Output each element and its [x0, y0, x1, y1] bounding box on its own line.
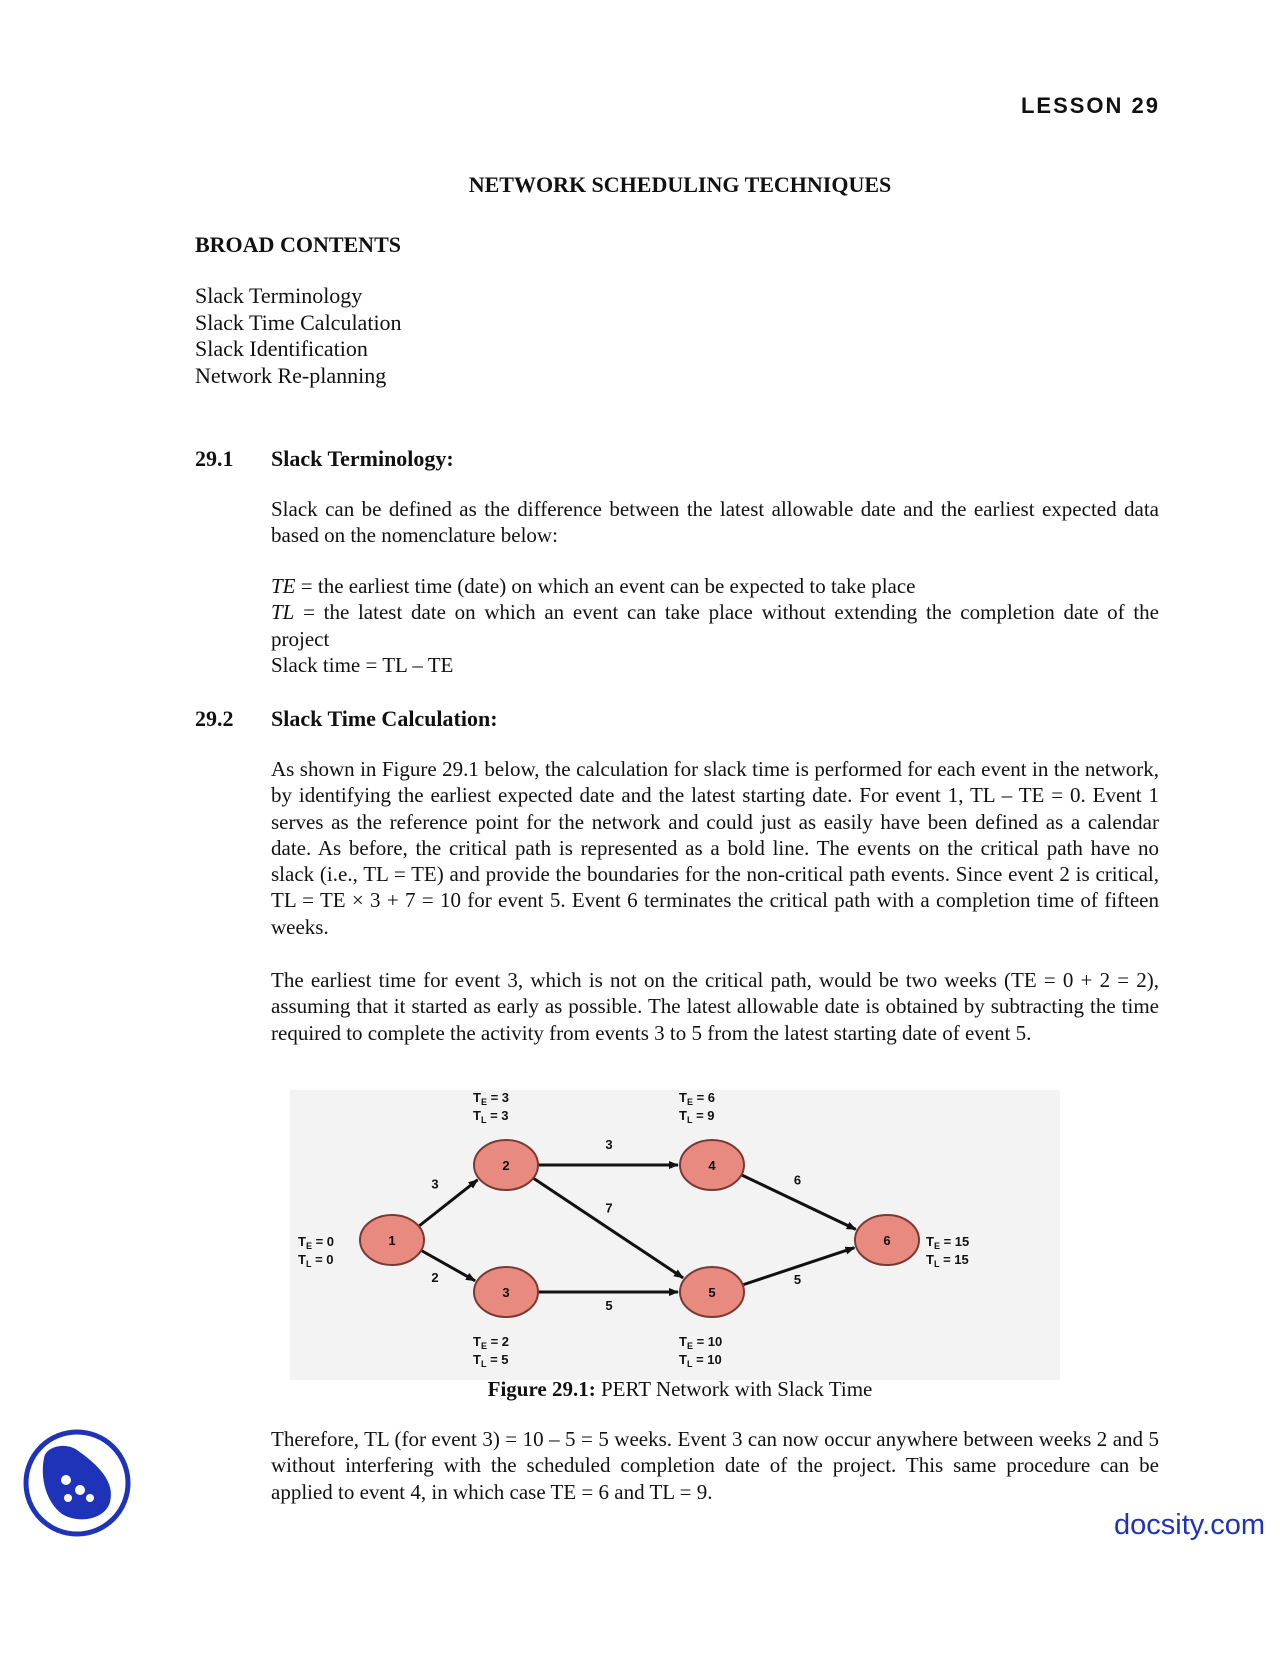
slack-formula: Slack time = TL – TE [271, 652, 454, 677]
toc-item: Slack Time Calculation [195, 309, 402, 335]
conclusion-paragraph [271, 1426, 1159, 1505]
toc-item: Network Re-planning [195, 362, 387, 388]
event-time-label: $T_L = 10$ [679, 1352, 722, 1369]
paragraph-text: Therefore, TL (for event 3) = 10 – 5 = 5 weeks. Event 3 can now occur anywhere between weeks 2 and 5 without interfering with the scheduled completion date of the project. This same procedure can be applied to event 4, in which case TE = 6 and TL = 9. [271, 1427, 1159, 1504]
event-time-label: $T_E = 10$ [679, 1334, 723, 1351]
calculation-paragraph [271, 756, 1159, 940]
slack-intro-paragraph [271, 496, 1159, 549]
event3-paragraph [271, 967, 1159, 1046]
te-definition [271, 573, 1159, 599]
caption-text: PERT Network with Slack Time [600, 1377, 873, 1401]
docsity-logo-icon [22, 1428, 132, 1538]
broad-contents-heading: BROAD CONTENTS [195, 232, 401, 257]
edge-weight-label: 6 [793, 1172, 802, 1188]
section-number: 29.2 [195, 706, 234, 731]
section-title: Slack Time Calculation: [271, 706, 498, 731]
edge-weight-label: 5 [605, 1298, 613, 1313]
slack-definitions [271, 573, 1159, 678]
section-title: Slack Terminology: [271, 446, 454, 471]
section-number: 29.1 [195, 446, 234, 471]
event-time-label: $T_L = 3$ [473, 1108, 509, 1125]
tl-symbol: TL [271, 600, 295, 625]
event-node-label: 3 [502, 1285, 510, 1300]
docsity-brand-link[interactable]: docsity.com [1114, 1509, 1265, 1541]
tl-definition [271, 599, 1159, 652]
edge-weight-label: 5 [793, 1272, 802, 1287]
pert-network-diagram [290, 1090, 1060, 1380]
event-node-label: 2 [502, 1158, 510, 1173]
toc-item: Slack Identification [195, 336, 368, 361]
event-time-label: $T_L = 0$ [298, 1252, 334, 1269]
event-time-label: $T_L = 9$ [679, 1108, 715, 1125]
event-node-label: 6 [883, 1233, 891, 1248]
paragraph-text: Slack can be defined as the difference between the latest allowable date and the earliest expected data based on the nomenclature below: [271, 497, 1159, 548]
edge-weight-label: 2 [431, 1270, 439, 1285]
edge-weight-label: 3 [605, 1137, 613, 1152]
event-time-label: $T_E = 3$ [473, 1090, 510, 1107]
event-time-label: $T_E = 2$ [473, 1334, 510, 1351]
te-definition-text: = the earliest time (date) on which an event can be expected to take place [300, 574, 916, 598]
figure-caption [0, 1377, 1280, 1402]
event-time-label: $T_E = 0$ [298, 1234, 335, 1251]
event-node-label: 5 [708, 1285, 716, 1300]
caption-label: Figure 29.1: [487, 1377, 596, 1401]
event-node-label: 1 [388, 1233, 396, 1248]
page-title: NETWORK SCHEDULING TECHNIQUES [468, 172, 892, 197]
event-time-label: $T_L = 5$ [473, 1352, 509, 1369]
paragraph-text: As shown in Figure 29.1 below, the calculation for slack time is performed for each event in the network, by identifying the earliest expected date and the latest starting date. For event 1, TL – TE = 0. Event 1 serves as the reference point for the network and could just as easily have been defined as a calendar date. As before, the critical path is represented as a bold line. The events on the critical path have no slack (i.e., TL = TE) and provide the boundaries for the non-critical path events. Since event 2 is critical, TL = TE × 3 + 7 = 10 for event 5. Event 6 terminates the critical path with a completion time of fifteen weeks. [271, 757, 1159, 939]
event-time-label: $T_E = 15$ [926, 1234, 970, 1251]
paragraph-text: The earliest time for event 3, which is not on the critical path, would be two weeks (TE = 0 + 2 = 2), assuming that it started as early as possible. The latest allowable date is obtained by subtracting the time required to complete the activity from events 3 to 5 from the latest starting date of event 5. [271, 968, 1159, 1045]
event-time-label: $T_E = 6$ [679, 1090, 716, 1107]
te-symbol: TE [271, 574, 296, 598]
event-time-label: $T_L = 15$ [926, 1252, 969, 1269]
edge-weight-label: 7 [605, 1200, 613, 1216]
event-node-label: 4 [708, 1158, 716, 1173]
toc-item: Slack Terminology [195, 283, 363, 308]
tl-definition-text: = the latest date on which an event can take place without extending the completion date of the project [271, 600, 1159, 651]
broad-contents-list [195, 283, 402, 389]
lesson-number: LESSON 29 [1020, 93, 1160, 118]
edge-weight-label: 3 [431, 1176, 439, 1192]
